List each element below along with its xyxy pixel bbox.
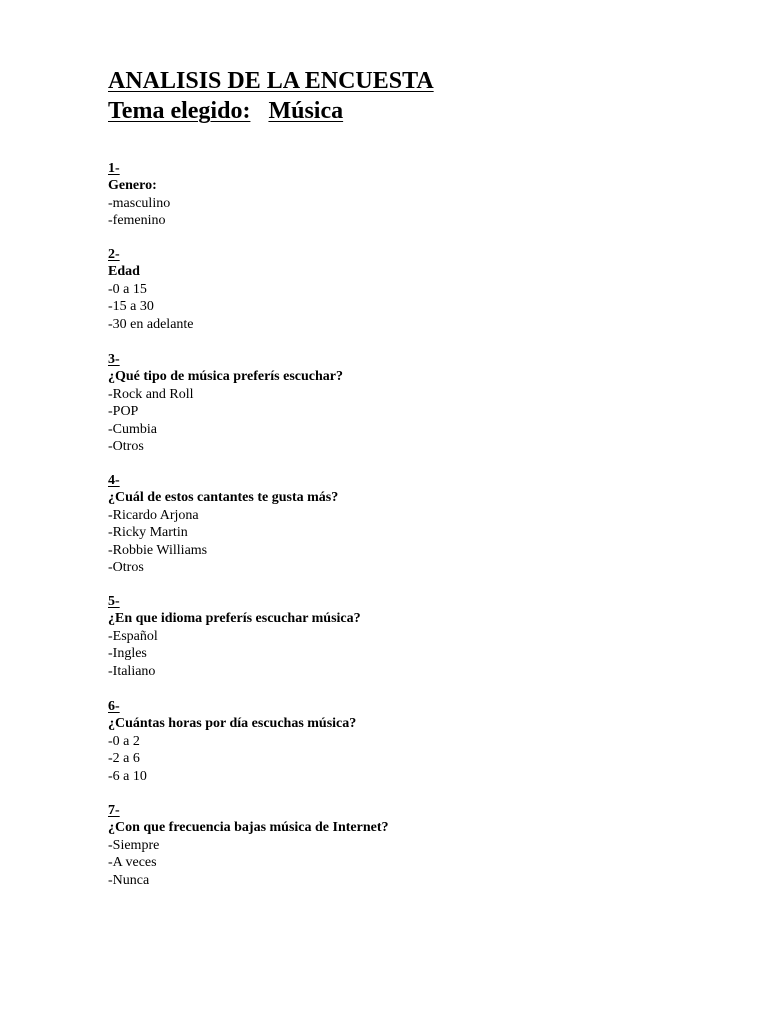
question-block-4 — [108, 472, 338, 576]
answer-option: -0 a 2 — [108, 733, 140, 749]
question-text: ¿Cuántas horas por día escuchas música? — [108, 716, 357, 732]
answer-option: -A veces — [108, 855, 157, 871]
question-text: Genero: — [108, 178, 157, 194]
answer-option: -Español — [108, 628, 158, 644]
answer-option: -Siempre — [108, 837, 160, 853]
question-block-3 — [108, 351, 343, 455]
question-block-2 — [108, 246, 194, 333]
question-block-5 — [108, 593, 361, 680]
question-block-6 — [108, 698, 356, 785]
question-number: 6- — [108, 699, 120, 714]
question-text: ¿Con que frecuencia bajas música de Internet? — [108, 820, 389, 836]
question-block-1 — [108, 160, 170, 230]
answer-option: -Ricky Martin — [108, 525, 188, 541]
answer-option: -Cumbia — [108, 421, 157, 437]
topic-space — [256, 98, 262, 124]
document-title: ANALISIS DE LA ENCUESTA — [108, 68, 434, 94]
question-number: 3- — [108, 352, 120, 367]
question-number: 7- — [108, 803, 120, 818]
topic-value: Música — [268, 98, 344, 124]
answer-option: -Otros — [108, 560, 144, 576]
question-text: ¿Cuál de estos cantantes te gusta más? — [108, 490, 339, 506]
answer-option: -femenino — [108, 213, 166, 229]
answer-option: -6 a 10 — [108, 768, 147, 784]
answer-option: -15 a 30 — [108, 299, 154, 315]
question-block-7 — [108, 802, 389, 889]
answer-option: -Ricardo Arjona — [108, 507, 199, 523]
answer-option: -POP — [108, 404, 139, 420]
answer-option: -Italiano — [108, 663, 156, 679]
question-text: ¿Qué tipo de música preferís escuchar? — [108, 369, 343, 385]
topic-line — [108, 96, 434, 126]
title-block — [108, 66, 434, 126]
question-number: 5- — [108, 594, 120, 609]
answer-option: -Robbie Williams — [108, 542, 208, 558]
answer-option: -2 a 6 — [108, 751, 140, 767]
answer-option: -Otros — [108, 439, 144, 455]
answer-option: -masculino — [108, 195, 171, 211]
answer-option: -Ingles — [108, 646, 147, 662]
question-number: 4- — [108, 473, 120, 488]
answer-option: -Nunca — [108, 872, 150, 888]
question-number: 1- — [108, 161, 120, 176]
answer-option: -30 en adelante — [108, 316, 194, 332]
question-number: 2- — [108, 247, 120, 262]
question-text: Edad — [108, 264, 140, 280]
answer-option: -Rock and Roll — [108, 386, 194, 402]
topic-label: Tema elegido: — [108, 98, 251, 124]
answer-option: -0 a 15 — [108, 281, 147, 297]
question-text: ¿En que idioma preferís escuchar música? — [108, 611, 361, 627]
